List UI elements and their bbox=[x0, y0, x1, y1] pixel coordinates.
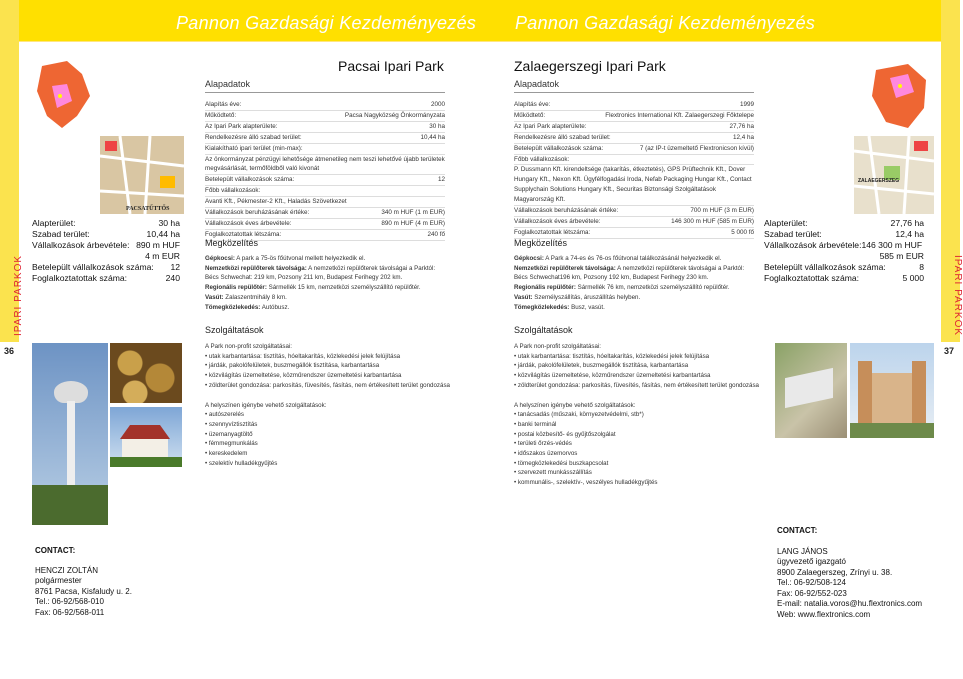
text: 1999 bbox=[739, 101, 754, 108]
stats-left bbox=[32, 218, 180, 284]
town-map-label: ZALAEGERSZEG bbox=[858, 178, 900, 184]
water-tower-photo bbox=[32, 343, 108, 525]
text: Vállalkozások árbevétele:146 300 m HUF bbox=[764, 240, 923, 250]
services-right bbox=[514, 342, 764, 488]
text: LANG JÁNOS bbox=[777, 546, 828, 556]
services-left bbox=[205, 342, 455, 468]
text: Kialakítható ipari terület (min-max): bbox=[205, 144, 303, 152]
text: polgármester bbox=[35, 576, 82, 585]
text: • utak karbantartása: tisztítás, hóeltakarítás, közlekedési jelek felújítása bbox=[205, 352, 455, 362]
text: • zöldterület gondozása: parkosítás, füvesítés, fásítás, nem értékesített terület gondozása bbox=[205, 381, 455, 391]
megkozelites-left bbox=[205, 254, 445, 312]
text: CONTACT: bbox=[777, 526, 818, 535]
text: Bécs Schwechat: 219 km, Pozsony 211 km, Budapest Ferihegy 202 km. bbox=[205, 274, 403, 282]
text: 10,44 ha bbox=[146, 229, 180, 239]
text: Tömegközlekedés: bbox=[514, 303, 570, 311]
data-row bbox=[205, 144, 445, 155]
megkozelites-right bbox=[514, 254, 759, 312]
stat-row bbox=[32, 240, 180, 251]
text: Web: www.flextronics.com bbox=[777, 609, 871, 619]
basic-data-left bbox=[205, 100, 445, 241]
basic-data-right bbox=[514, 100, 754, 239]
text: Flextronics International Kft. Zalaegerszegi Főktelepe bbox=[605, 111, 754, 119]
text: • zöldterület gondozása: parkosítás, füvesítés, fásítás, nem értékesített terület gondozása bbox=[514, 381, 764, 391]
region-map-right bbox=[868, 60, 932, 132]
text: 12 bbox=[437, 176, 445, 184]
text: Személyszállítás, áruszállítás helyben. bbox=[532, 293, 641, 301]
text: • kereskedelem bbox=[205, 449, 455, 459]
text: 5 000 fő bbox=[731, 228, 754, 236]
data-row bbox=[205, 133, 445, 144]
town-map-right bbox=[854, 136, 934, 214]
text: Vállalkozások árbevétele: bbox=[32, 240, 130, 250]
text: 240 fő bbox=[427, 230, 445, 238]
text: Alapterület: bbox=[764, 218, 808, 228]
alapadatok-heading-left: Alapadatok bbox=[205, 79, 251, 89]
header-title-right: Pannon Gazdasági Kezdeményezés bbox=[515, 13, 816, 33]
text: Tel.: 06-92/508-124 bbox=[777, 578, 846, 587]
contact-right bbox=[777, 526, 922, 620]
text: Vállalkozások éves árbevétele: bbox=[514, 217, 601, 225]
text: CONTACT: bbox=[35, 546, 76, 555]
text: 30 ha bbox=[158, 218, 180, 228]
town-map-left bbox=[100, 136, 184, 214]
szolgaltatasok-heading-left: Szolgáltatások bbox=[205, 325, 264, 335]
text: 30 ha bbox=[429, 122, 445, 130]
text: A Park non-profit szolgáltatásai: bbox=[514, 343, 602, 350]
text: 700 m HUF (3 m EUR) bbox=[690, 207, 754, 215]
text: 5 000 bbox=[902, 273, 924, 283]
text: Foglalkoztatottak létszáma: bbox=[205, 230, 282, 238]
text: A helyszínen igénybe vehető szolgáltatások: bbox=[205, 401, 327, 409]
data-row bbox=[205, 219, 445, 230]
text: • tanácsadás (műszaki, környezetvédelmi, stb*) bbox=[514, 410, 764, 420]
alapadatok-heading-right: Alapadatok bbox=[514, 79, 560, 89]
szolgaltatasok-heading-right: Szolgáltatások bbox=[514, 325, 573, 335]
text: Pacsa Nagyközség Önkormányzata bbox=[344, 111, 445, 119]
town-map-streets bbox=[100, 136, 184, 214]
text: A helyszínen igénybe vehető szolgáltatások: bbox=[514, 401, 636, 409]
data-row bbox=[514, 111, 754, 122]
text: • közvilágítás üzemeltetése, közműrendszer üzemeltetési karbantartása bbox=[514, 371, 764, 381]
data-row bbox=[514, 133, 754, 144]
fobb-list: Avanti Kft., Pékmester-2 Kft., Haladás Szövetkezet bbox=[205, 197, 445, 208]
text: 340 m HUF (1 m EUR) bbox=[381, 209, 445, 217]
text: ügyvezető igazgató bbox=[777, 557, 846, 566]
text: Nemzetközi repülőterek távolsága: bbox=[514, 264, 616, 272]
text: Bécs Schwechat196 km, Pozsony 192 km, Budapest Ferihegy 230 km. bbox=[514, 274, 709, 282]
text: Sármellék 76 km, nemzetközi személyszállító repülőtér. bbox=[575, 284, 730, 292]
data-row bbox=[205, 111, 445, 122]
data-row bbox=[205, 208, 445, 219]
text: 12,4 ha bbox=[732, 133, 754, 141]
stat-row bbox=[764, 273, 924, 284]
text: Alapítás éve: bbox=[514, 101, 551, 108]
text: • időszakos üzemorvos bbox=[514, 449, 764, 459]
divider bbox=[205, 92, 445, 93]
page-number-left: 36 bbox=[4, 346, 15, 356]
text: A park a 75-ös főútvonal mellett helyezkedik el. bbox=[234, 255, 366, 262]
text: • autószerelés bbox=[205, 410, 455, 420]
coins-photo bbox=[110, 343, 182, 403]
aerial-factory-photo bbox=[775, 343, 847, 438]
text: Betelepült vállalkozások száma: bbox=[32, 262, 154, 272]
house-photo bbox=[110, 407, 182, 467]
text: Alapterület: bbox=[32, 218, 76, 228]
text: HENCZI ZOLTÁN bbox=[35, 565, 98, 575]
text: Fax: 06-92/552-023 bbox=[777, 588, 847, 598]
text: • területi őrzés-védés bbox=[514, 439, 764, 449]
contact-left bbox=[35, 546, 132, 618]
header-title-left: Pannon Gazdasági Kezdeményezés bbox=[176, 13, 477, 33]
text: 8 bbox=[919, 262, 924, 272]
fobb-heading: Főbb vállalkozások: bbox=[205, 186, 445, 197]
text: Az Ipari Park alapterülete: bbox=[514, 122, 587, 130]
text: 890 m HUF (4 m EUR) bbox=[381, 219, 445, 227]
text: A nemzetközi repülőterek távolságai a Parktól: bbox=[306, 264, 436, 272]
text: Az Ipari Park alapterülete: bbox=[205, 122, 278, 130]
region-map-left bbox=[32, 56, 94, 134]
park-title-right: Zalaegerszegi Ipari Park bbox=[514, 58, 666, 74]
divider bbox=[514, 92, 754, 93]
text: Vállalkozások beruházásának értéke: bbox=[205, 209, 310, 217]
data-row bbox=[205, 122, 445, 133]
stat-row bbox=[32, 251, 180, 262]
text: 146 300 m HUF (585 m EUR) bbox=[671, 217, 754, 225]
text: Gépkocsi: bbox=[205, 255, 235, 262]
text: Gépkocsi: bbox=[514, 255, 544, 262]
town-map-label: PACSATŰTTŐS bbox=[126, 206, 170, 212]
text: • szervezett munkásszállítás bbox=[514, 468, 764, 478]
text: Betelepült vállalkozások száma: bbox=[764, 262, 886, 272]
stat-row bbox=[32, 273, 180, 284]
data-row bbox=[514, 100, 754, 111]
text: Szabad terület: bbox=[32, 229, 90, 239]
town-map-streets bbox=[854, 136, 934, 214]
text: 7 (az IP-t üzemeltető Flextronicson kívül) bbox=[639, 144, 754, 152]
megkozelites-heading-left: Megközelítés bbox=[205, 238, 259, 248]
text: Vasút: bbox=[514, 293, 533, 301]
header-band-right bbox=[480, 0, 960, 42]
text: Foglalkoztatottak száma: bbox=[764, 273, 860, 283]
stats-right bbox=[764, 218, 924, 284]
sidebar-label-right: IPARI PARKOK bbox=[952, 254, 963, 337]
park-title-left: Pacsai Ipari Park bbox=[338, 58, 444, 74]
text: 240 bbox=[165, 273, 180, 283]
text: Busz, vasút. bbox=[569, 303, 605, 311]
region-map-shape bbox=[32, 56, 94, 134]
data-row bbox=[205, 175, 445, 186]
text: 8761 Pacsa, Kisfaludy u. 2. bbox=[35, 586, 132, 596]
text: Alapítás éve: bbox=[205, 101, 242, 108]
text: Rendelkezésre álló szabad terület: bbox=[514, 133, 611, 141]
text: Foglalkoztatottak létszáma: bbox=[514, 228, 591, 236]
page-number-right: 37 bbox=[944, 346, 955, 356]
fobb-list: P. Dussmann Kft. kirendeltsége (takarítás, étkeztetés), GPS Prüftechnik Kft., Dover Hungary Kft., Nexon Kft. Ügyfélfogadási Iroda, Nefab Packaging Hungar Kft., Contact Supplychain Solutions Hungary Kft., Securitas Biztonsági Szolgáltatások Magyarország Kft. bbox=[514, 165, 754, 206]
text: Rendelkezésre álló szabad terület: bbox=[205, 133, 302, 141]
data-row bbox=[514, 217, 754, 228]
text: Működtető: bbox=[514, 111, 546, 119]
text: • kommunális-, szelektív-, veszélyes hulladékgyűjtés bbox=[514, 478, 764, 488]
text: • fémmegmunkálás bbox=[205, 439, 455, 449]
header-band-left bbox=[0, 0, 480, 42]
stat-row bbox=[32, 218, 180, 229]
text: Betelepült vállalkozások száma: bbox=[514, 144, 604, 152]
fobb-heading: Főbb vállalkozások: bbox=[514, 155, 754, 166]
text: • tömegközlekedési buszkapcsolat bbox=[514, 459, 764, 469]
text: Szabad terület: bbox=[764, 229, 822, 239]
text: Regionális repülőtér: bbox=[514, 284, 576, 292]
text: Sármellék 15 km, nemzetközi személyszállító repülőtér. bbox=[266, 284, 421, 292]
stat-row bbox=[764, 251, 924, 262]
megkozelites-heading-right: Megközelítés bbox=[514, 238, 568, 248]
text: Vasút: bbox=[205, 293, 224, 301]
text: Fax: 06-92/568-011 bbox=[35, 607, 105, 617]
text: Foglalkoztatottak száma: bbox=[32, 273, 128, 283]
text: • üzemanyagtöltő bbox=[205, 430, 455, 440]
text: Zalaszentmihály 8 km. bbox=[223, 293, 287, 301]
data-row bbox=[514, 144, 754, 155]
text: E-mail: natalia.voros@hu.flextronics.com bbox=[777, 599, 923, 608]
text: Autóbusz. bbox=[260, 303, 290, 311]
stat-row bbox=[32, 262, 180, 273]
text: • utak karbantartása: tisztítás, hóeltakarítás, közlekedési jelek felújítása bbox=[514, 352, 764, 362]
text: Vállalkozások éves árbevétele: bbox=[205, 219, 292, 227]
text: 585 m EUR bbox=[879, 251, 924, 261]
text: Tel.: 06-92/568-010 bbox=[35, 597, 104, 606]
text: Működtető: bbox=[205, 111, 237, 119]
text: • szennyvíztisztítás bbox=[205, 420, 455, 430]
stat-row bbox=[764, 218, 924, 229]
text: 12 bbox=[170, 262, 180, 272]
text: • banki terminál bbox=[514, 420, 764, 430]
text: Nemzetközi repülőterek távolsága: bbox=[205, 264, 307, 272]
region-map-shape bbox=[868, 60, 932, 132]
text: Regionális repülőtér: bbox=[205, 284, 267, 292]
text: • közvilágítás üzemeltetése, közműrendszer üzemeltetési karbantartása bbox=[205, 371, 455, 381]
text: 2000 bbox=[430, 101, 445, 108]
text: • szelektív hulladékgyűjtés bbox=[205, 459, 455, 469]
sidebar-label-left: IPARI PARKOK bbox=[13, 254, 25, 337]
data-row bbox=[514, 122, 754, 133]
text: • járdák, pakolófelületek, buszmegállók tisztítása, karbantartása bbox=[514, 361, 764, 371]
text: • postai közbesítő- és gyűjtőszolgálat bbox=[514, 430, 764, 440]
data-row bbox=[205, 100, 445, 111]
stat-row bbox=[764, 262, 924, 273]
text: 4 m EUR bbox=[145, 251, 180, 261]
synagogue-photo bbox=[850, 343, 934, 438]
text: 890 m HUF bbox=[136, 240, 180, 250]
text: • járdák, pakolófelületek, buszmegállók tisztítása, karbantartása bbox=[205, 361, 455, 371]
text: Tömegközlekedés: bbox=[205, 303, 261, 311]
stat-row bbox=[764, 229, 924, 240]
text: 27,76 ha bbox=[729, 122, 754, 130]
stat-row bbox=[764, 240, 924, 251]
text: A Park a 74-es és 76-os főútvonal találkozásánál helyezkedik el. bbox=[543, 255, 722, 262]
stat-row bbox=[32, 229, 180, 240]
data-row bbox=[514, 206, 754, 217]
data-note: Az önkormányzat pénzügyi lehetősége átmenetileg nem teszi lehetővé újabb területek megvásárlását, termőföldből való kivonát bbox=[205, 155, 445, 176]
text: 27,76 ha bbox=[890, 218, 924, 228]
text: 10,44 ha bbox=[420, 133, 445, 141]
text: Vállalkozások beruházásának értéke: bbox=[514, 207, 619, 215]
text: A Park non-profit szolgáltatásai: bbox=[205, 343, 293, 350]
text: Betelepült vállalkozások száma: bbox=[205, 176, 295, 184]
text: A nemzetközi repülőterek távolságai a Parktól: bbox=[615, 264, 745, 272]
text: 12,4 ha bbox=[895, 229, 924, 239]
text: 8900 Zalaegerszeg, Zrínyi u. 38. bbox=[777, 567, 893, 577]
